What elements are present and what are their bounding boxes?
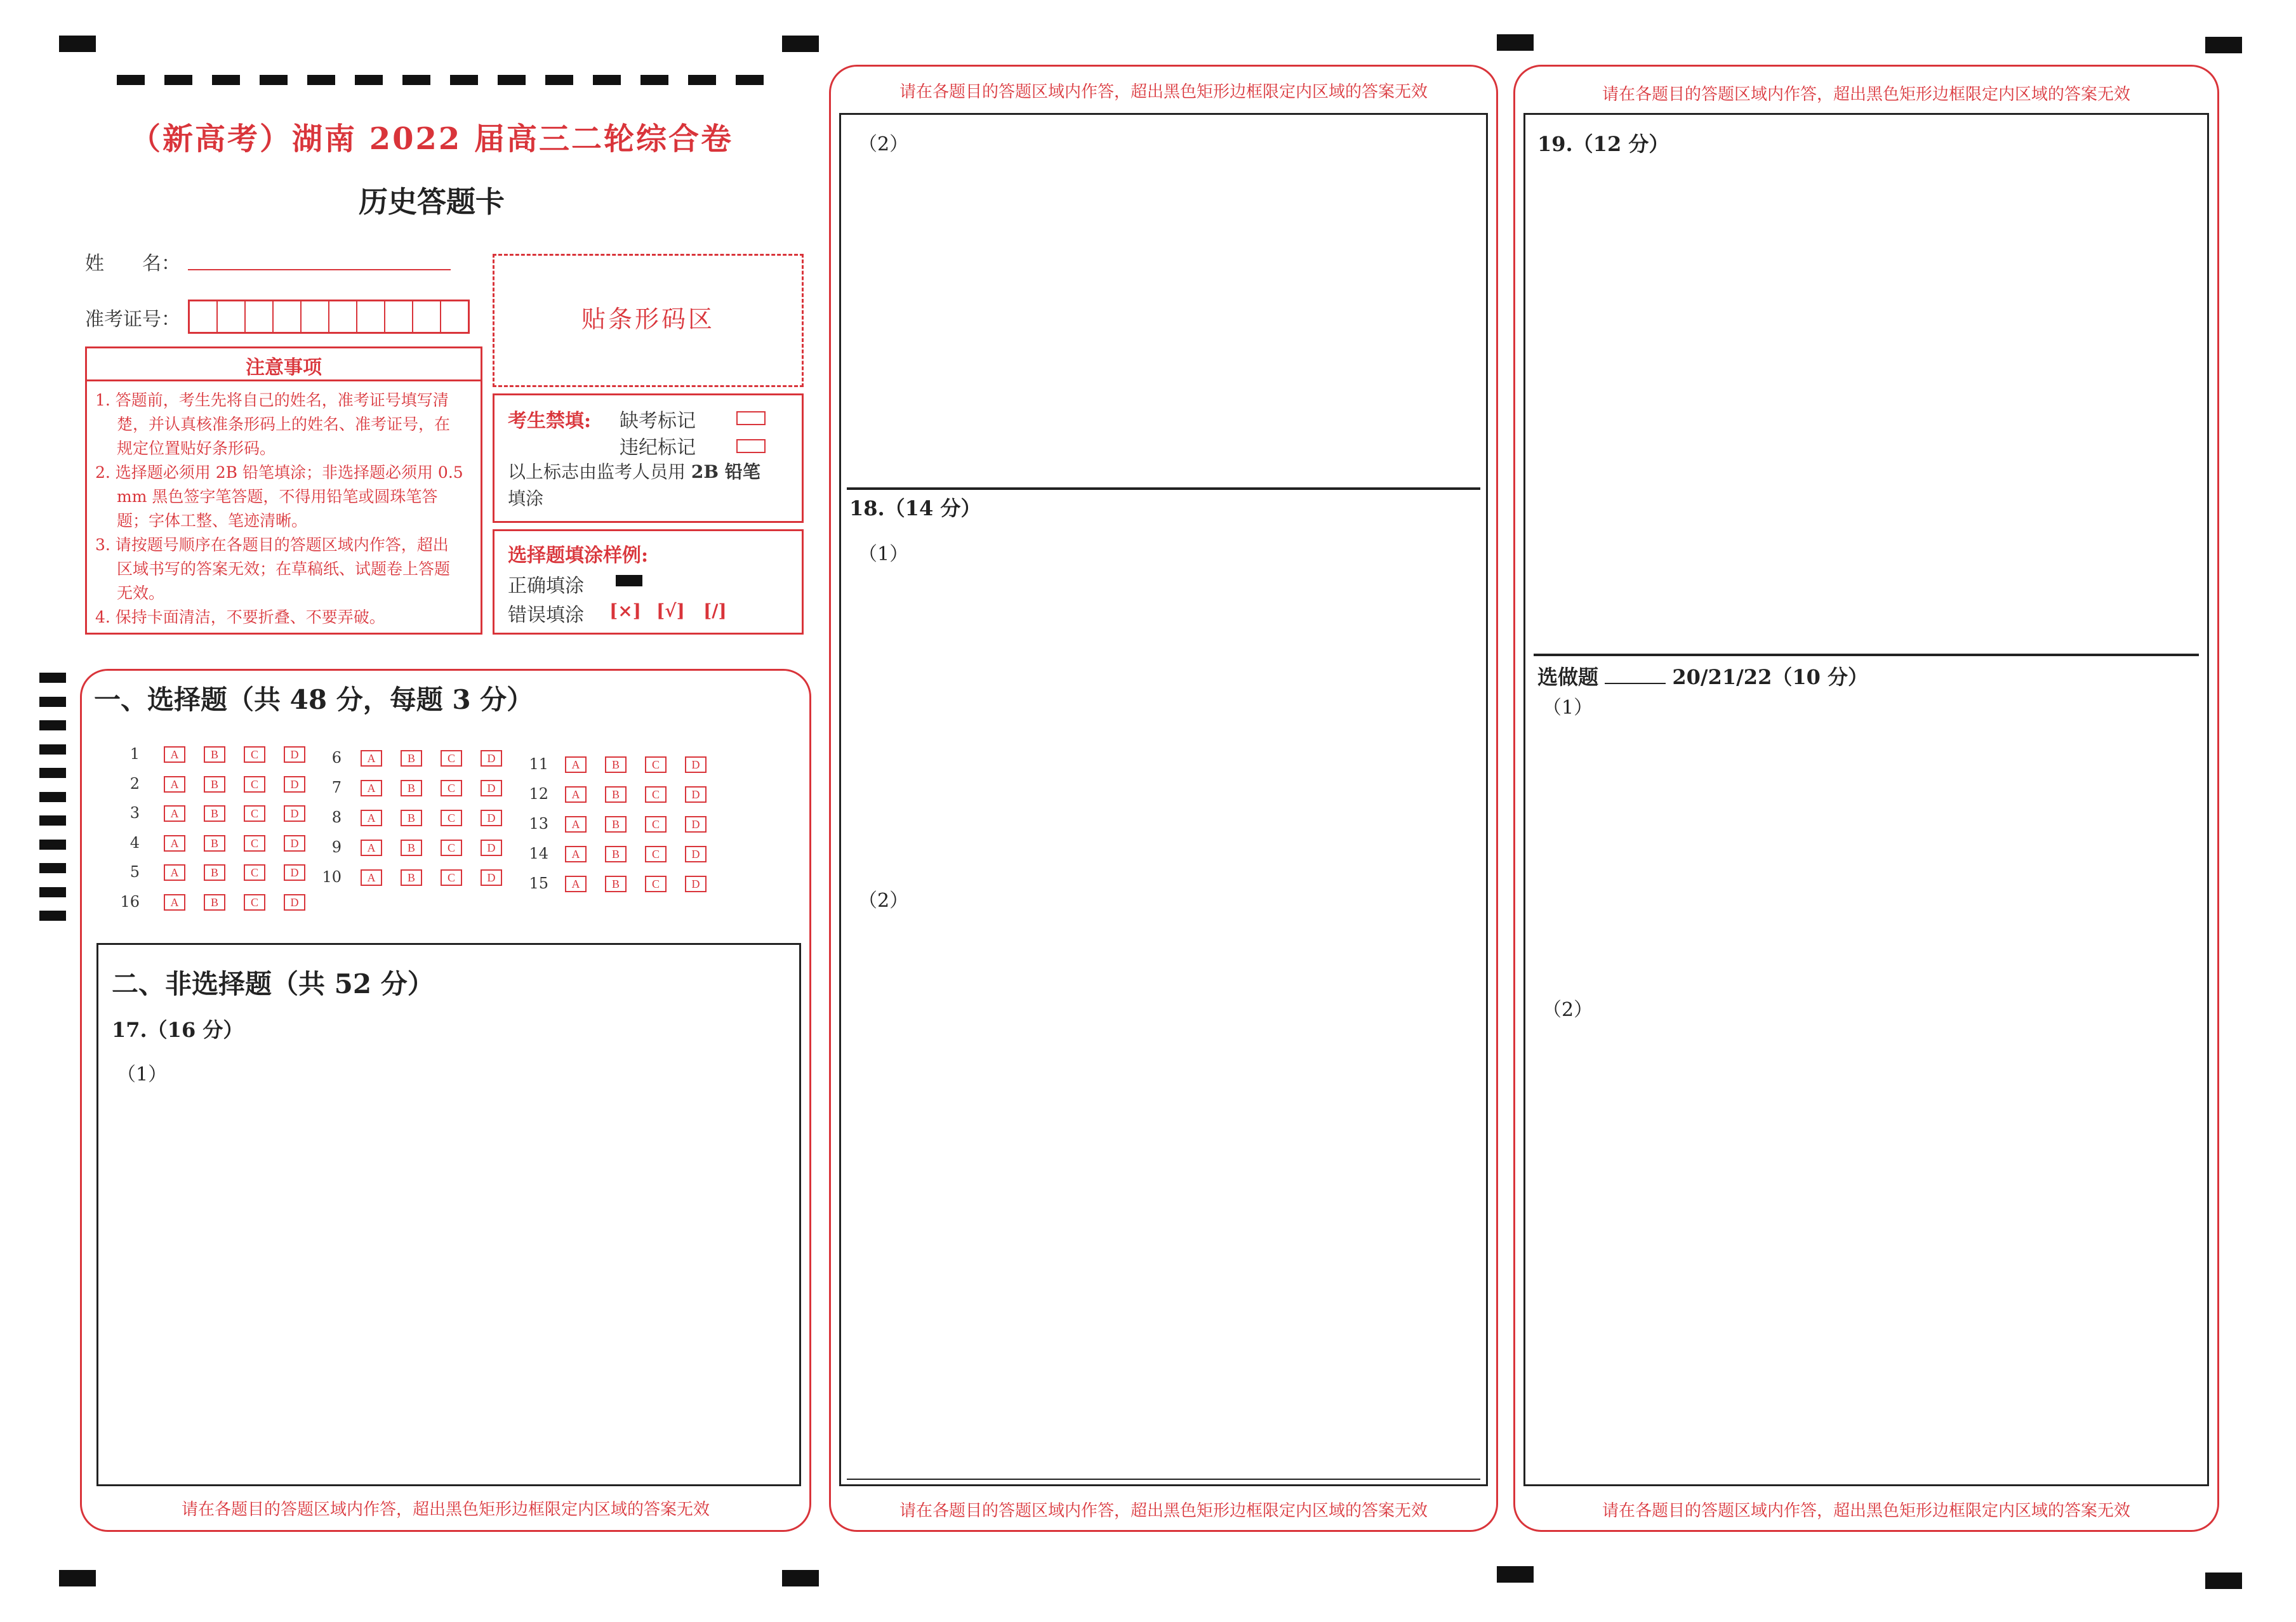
answer-option-bubble[interactable]: C (645, 816, 667, 833)
q19-optional-divider (1534, 654, 2199, 656)
answer-option-bubble[interactable]: A (565, 786, 587, 803)
timing-dash (640, 75, 668, 85)
right-answer-box[interactable] (1523, 113, 2209, 1486)
wrong-fill-sample-slash: [/] (703, 600, 727, 621)
answer-option-bubble[interactable]: C (244, 776, 265, 793)
registration-mark (2205, 1573, 2242, 1589)
answer-option-bubble[interactable]: C (645, 786, 667, 803)
wrong-fill-sample-x: [×] (609, 600, 641, 621)
answer-option-bubble[interactable]: A (565, 816, 587, 833)
notice-line: 2. 选择题必须用 2B 铅笔填涂；非选择题必须用 0.5 (95, 463, 463, 482)
notice-line: 楚，并认真核准条形码上的姓名、准考证号，在 (117, 415, 451, 433)
exam-id-cell[interactable] (440, 301, 468, 332)
optional-part2-label: （2） (1543, 999, 1593, 1021)
question-number: 13 (529, 815, 548, 833)
q17-q18-divider (847, 487, 1480, 490)
correct-fill-sample (616, 575, 642, 586)
forbidden-title: 考生禁填: (508, 410, 592, 432)
exam-id-cell[interactable] (272, 301, 300, 332)
answer-option-bubble[interactable]: A (361, 840, 382, 856)
question-number: 9 (331, 838, 342, 856)
answer-option-bubble[interactable]: A (164, 746, 185, 763)
exam-id-cell[interactable] (412, 301, 440, 332)
question-number: 11 (529, 755, 548, 773)
answer-option-bubble[interactable]: D (481, 840, 502, 856)
question-number: 16 (120, 892, 140, 911)
answer-option-bubble[interactable]: A (565, 876, 587, 892)
registration-mark (59, 36, 96, 52)
timing-dash (39, 720, 66, 730)
answer-option-bubble[interactable]: A (164, 835, 185, 852)
timing-dash (212, 75, 240, 85)
notice-line: 规定位置贴好条形码。 (117, 439, 276, 458)
barcode-label: 贴条形码区 (581, 305, 715, 333)
timing-dash (450, 75, 478, 85)
exam-id-cell[interactable] (300, 301, 328, 332)
forbidden-instruction-c: 填涂 (508, 488, 544, 509)
answer-option-bubble[interactable]: A (565, 846, 587, 862)
answer-option-bubble[interactable]: D (284, 835, 305, 852)
optional-choices: 20/21/22（10 分） (1672, 665, 1869, 689)
answer-option-bubble[interactable]: A (361, 810, 382, 826)
fill-example-title: 选择题填涂样例: (508, 544, 649, 567)
timing-dash (117, 75, 145, 85)
timing-dash (307, 75, 335, 85)
answer-option-bubble[interactable]: D (685, 846, 707, 862)
forbidden-instruction-a: 以上标志由监考人员用 (508, 461, 686, 482)
notice-line: 题；字体工整、笔迹清晰。 (117, 511, 308, 530)
q19-label: 19.（12 分） (1537, 132, 1669, 156)
question-number: 12 (529, 785, 548, 803)
answer-option-bubble[interactable]: D (284, 805, 305, 822)
notice-line: 区域书写的答案无效；在草稿纸、试题卷上答题 (117, 560, 451, 578)
answer-option-bubble[interactable]: C (645, 876, 667, 892)
registration-mark (1497, 1566, 1534, 1583)
answer-option-bubble[interactable]: B (401, 750, 422, 767)
answer-option-bubble[interactable]: D (284, 776, 305, 793)
timing-dash (39, 863, 66, 873)
answer-option-bubble[interactable]: C (244, 805, 265, 822)
answer-option-bubble[interactable]: C (244, 835, 265, 852)
registration-mark (1497, 34, 1534, 51)
timing-dash (355, 75, 383, 85)
answer-option-bubble[interactable]: D (481, 780, 502, 796)
notice-line: 无效。 (117, 584, 165, 602)
answer-option-bubble[interactable]: D (481, 750, 502, 767)
panel-right-bottom-note: 请在各题目的答题区域内作答，超出黑色矩形边框限定内区域的答案无效 (1602, 1501, 2130, 1520)
answer-option-bubble[interactable]: C (441, 869, 462, 886)
exam-id-label: 准考证号： (85, 308, 180, 331)
notice-title: 注意事项 (246, 357, 322, 379)
answer-option-bubble[interactable]: B (605, 876, 627, 892)
timing-dash (39, 911, 66, 921)
answer-option-bubble[interactable]: D (284, 894, 305, 911)
correct-fill-label: 正确填涂 (508, 575, 584, 597)
timing-dash (39, 840, 66, 850)
answer-option-bubble[interactable]: A (565, 756, 587, 773)
q17-label: 17.（16 分） (112, 1018, 244, 1042)
timing-dash (39, 792, 66, 802)
name-label: 姓 名： (85, 253, 180, 275)
question-number: 8 (331, 808, 342, 826)
timing-dash (736, 75, 764, 85)
answer-option-bubble[interactable]: C (645, 756, 667, 773)
answer-option-bubble[interactable]: C (441, 780, 462, 796)
name-field[interactable] (188, 269, 451, 270)
answer-option-bubble[interactable]: B (401, 810, 422, 826)
registration-mark (2205, 37, 2242, 53)
answer-option-bubble[interactable]: B (204, 776, 225, 793)
violation-mark-box[interactable] (736, 439, 766, 453)
question-number: 4 (129, 833, 140, 852)
answer-option-bubble[interactable]: B (204, 746, 225, 763)
answer-option-bubble[interactable]: B (204, 864, 225, 881)
answer-option-bubble[interactable]: C (244, 894, 265, 911)
answer-option-bubble[interactable]: B (605, 756, 627, 773)
q17-part2-label: （2） (858, 133, 909, 155)
question-number: 5 (129, 863, 140, 881)
question-number: 3 (129, 804, 140, 822)
timing-dash (688, 75, 716, 85)
absent-mark-label: 缺考标记 (620, 410, 696, 432)
wrong-fill-sample-check: [√] (656, 600, 685, 621)
section2-title: 二、非选择题（共 52 分） (112, 968, 434, 999)
question-number: 2 (129, 774, 140, 793)
timing-dash (593, 75, 621, 85)
answer-option-bubble[interactable]: A (164, 776, 185, 793)
answer-option-bubble[interactable]: A (361, 780, 382, 796)
answer-option-bubble[interactable]: D (284, 746, 305, 763)
notice-title-divider (85, 379, 482, 381)
timing-dash (402, 75, 430, 85)
optional-question-label (1537, 661, 1868, 690)
timing-dash (39, 815, 66, 826)
middle-answer-box[interactable] (839, 113, 1488, 1486)
answer-option-bubble[interactable]: B (204, 835, 225, 852)
answer-option-bubble[interactable]: B (401, 869, 422, 886)
timing-dash (498, 75, 526, 85)
question-number: 15 (529, 874, 548, 892)
question-number: 14 (529, 845, 548, 862)
panel-left-bottom-note: 请在各题目的答题区域内作答，超出黑色矩形边框限定内区域的答案无效 (181, 1500, 710, 1519)
answer-option-bubble[interactable]: C (441, 750, 462, 767)
optional-prefix: 选做题 (1537, 665, 1599, 689)
answer-option-bubble[interactable]: A (164, 894, 185, 911)
notice-line: mm 黑色签字笔答题，不得用铅笔或圆珠笔答 (117, 487, 438, 506)
timing-dash (164, 75, 192, 85)
registration-mark (782, 1570, 819, 1586)
answer-option-bubble[interactable]: C (645, 846, 667, 862)
answer-option-bubble[interactable]: D (685, 816, 707, 833)
answer-option-bubble[interactable]: B (204, 805, 225, 822)
panel-right-top-note: 请在各题目的答题区域内作答，超出黑色矩形边框限定内区域的答案无效 (1602, 85, 2130, 104)
answer-option-bubble[interactable]: D (685, 756, 707, 773)
middle-bottom-rule (847, 1479, 1480, 1480)
answer-option-bubble[interactable]: A (164, 864, 185, 881)
exam-id-grid[interactable] (188, 300, 470, 334)
answer-option-bubble[interactable]: A (361, 750, 382, 767)
absent-mark-box[interactable] (736, 411, 766, 425)
panel-middle-top-note: 请在各题目的答题区域内作答，超出黑色矩形边框限定内区域的答案无效 (899, 82, 1428, 102)
answer-option-bubble[interactable]: B (204, 894, 225, 911)
violation-mark-label: 违纪标记 (620, 437, 696, 459)
page-title: （新高考）湖南 2022 届高三二轮综合卷 (129, 121, 734, 157)
answer-option-bubble[interactable]: D (685, 876, 707, 892)
timing-dash (260, 75, 288, 85)
q17-part1-label: （1） (117, 1064, 168, 1086)
timing-dash (39, 768, 66, 778)
answer-option-bubble[interactable]: D (481, 869, 502, 886)
answer-option-bubble[interactable]: C (441, 840, 462, 856)
q18-label: 18.（14 分） (849, 496, 981, 520)
answer-option-bubble[interactable]: C (244, 864, 265, 881)
answer-option-bubble[interactable]: D (685, 786, 707, 803)
q18-part1-label: （1） (858, 543, 909, 565)
notice-line: 4. 保持卡面清洁，不要折叠、不要弄破。 (95, 608, 385, 626)
answer-option-bubble[interactable]: A (361, 869, 382, 886)
forbidden-instruction-b: 2B 铅笔 (691, 461, 760, 482)
registration-mark (59, 1570, 96, 1586)
exam-id-cell[interactable] (356, 301, 384, 332)
timing-dash (39, 887, 66, 897)
panel-middle-bottom-note: 请在各题目的答题区域内作答，超出黑色矩形边框限定内区域的答案无效 (899, 1501, 1428, 1520)
question-number: 6 (331, 749, 342, 767)
optional-part1-label: （1） (1543, 697, 1593, 719)
timing-dash (545, 75, 573, 85)
answer-option-bubble[interactable]: B (605, 846, 627, 862)
forbidden-instruction (508, 458, 760, 484)
exam-id-cell[interactable] (216, 301, 244, 332)
section1-title: 一、选择题（共 48 分，每题 3 分） (94, 684, 534, 715)
optional-blank[interactable] (1605, 666, 1666, 684)
exam-id-cell[interactable] (244, 301, 272, 332)
exam-id-cell[interactable] (384, 301, 412, 332)
answer-option-bubble[interactable]: B (401, 840, 422, 856)
question-number: 1 (129, 745, 140, 763)
page-subtitle: 历史答题卡 (359, 185, 505, 219)
notice-line: 3. 请按题号顺序在各题目的答题区域内作答，超出 (95, 536, 449, 554)
exam-id-cell[interactable] (190, 301, 216, 332)
timing-dash (39, 697, 66, 707)
timing-dash (39, 673, 66, 683)
answer-option-bubble[interactable]: D (284, 864, 305, 881)
timing-dash (39, 744, 66, 755)
registration-mark (782, 36, 819, 52)
answer-option-bubble[interactable]: A (164, 805, 185, 822)
wrong-fill-label: 错误填涂 (508, 604, 584, 626)
answer-option-bubble[interactable]: B (605, 816, 627, 833)
question-number: 10 (322, 868, 342, 886)
answer-option-bubble[interactable]: B (605, 786, 627, 803)
answer-option-bubble[interactable]: C (244, 746, 265, 763)
answer-option-bubble[interactable]: D (481, 810, 502, 826)
answer-option-bubble[interactable]: C (441, 810, 462, 826)
q18-part2-label: （2） (858, 890, 909, 912)
question-number: 7 (331, 779, 342, 796)
exam-id-cell[interactable] (328, 301, 356, 332)
answer-option-bubble[interactable]: B (401, 780, 422, 796)
notice-line: 1. 答题前，考生先将自己的姓名，准考证号填写清 (95, 391, 449, 409)
